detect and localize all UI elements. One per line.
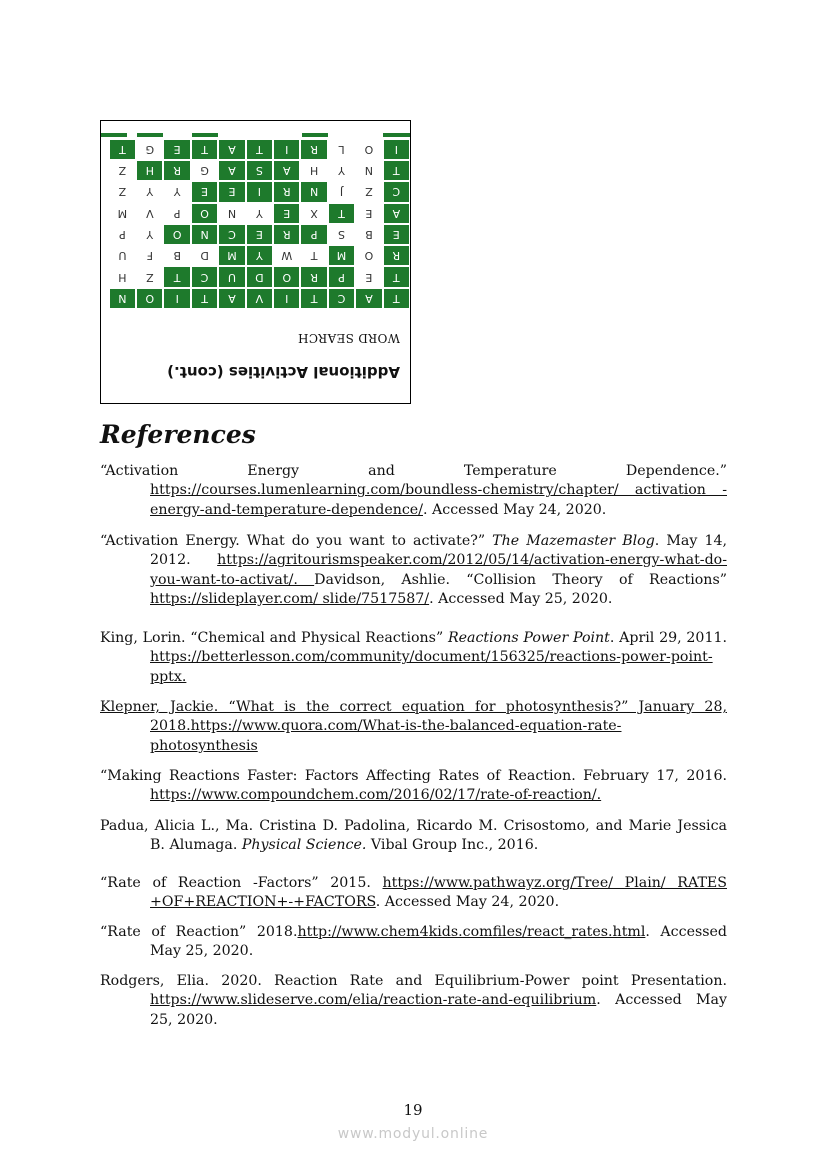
grid-letter: E	[273, 203, 300, 224]
grid-letter: B	[365, 227, 373, 241]
grid-letter: C	[218, 224, 245, 245]
reference-text: . Accessed May 25, 2020.	[150, 924, 727, 960]
grid-letter: O	[163, 224, 190, 245]
grid-letter: G	[145, 142, 155, 156]
references-heading: References	[100, 420, 256, 449]
grid-letter: O	[191, 203, 218, 224]
reference-text: “Activation Energy and Temperature Dependence.”	[100, 463, 727, 479]
grid-letter: Y	[146, 227, 154, 241]
reference-text: . Accessed May 25, 2020.	[150, 992, 727, 1028]
grid-letter: M	[328, 245, 355, 266]
grid-letter: E	[383, 224, 410, 245]
grid-letter: E	[246, 224, 273, 245]
grid-letter: E	[163, 139, 190, 160]
grid-letter: U	[118, 249, 127, 263]
grid-letter: Y	[246, 245, 273, 266]
grid-letter: E	[365, 270, 373, 284]
grid-letter: N	[227, 206, 237, 220]
grid-letter: T	[300, 288, 327, 309]
reference-text: . Accessed May 24, 2020.	[375, 894, 560, 911]
grid-letter: Z	[118, 185, 127, 199]
grid-letter: O	[273, 266, 300, 287]
grid-letter: R	[383, 245, 410, 266]
reference-entry	[100, 698, 727, 756]
reference-url[interactable]: https://courses.lumenlearning.com/boundless-chemistry/chapter/ activation -energy-and-temperature-dependence/	[150, 482, 727, 518]
grid-letter: D	[246, 266, 273, 287]
grid-letter: T	[246, 139, 273, 160]
reference-url[interactable]: https://www.pathwayz.org/Tree/ Plain/ RATES +OF+REACTION+-+FACTORS	[150, 875, 727, 911]
grid-letter: R	[163, 160, 190, 181]
reference-title: The Mazemaster Blog	[492, 533, 655, 549]
grid-letter: R	[300, 139, 327, 160]
word-search-answer-box	[100, 120, 411, 404]
reference-entry	[100, 532, 727, 610]
grid-underline-marks	[101, 132, 410, 137]
grid-letter: P	[300, 224, 327, 245]
grid-letter: I	[246, 181, 273, 202]
grid-letter: T	[191, 288, 218, 309]
reference-url[interactable]: https://betterlesson.com/community/document/156325/reactions-power-point-pptx.	[150, 649, 713, 685]
grid-letter: O	[364, 249, 374, 263]
grid-letter: C	[191, 266, 218, 287]
reference-entry	[100, 629, 727, 687]
grid-letter: Z	[118, 164, 127, 178]
reference-text: . May 14, 2012.	[150, 533, 728, 569]
reference-text: King, Lorin. “Chemical and Physical Reactions”	[100, 630, 448, 646]
grid-letter: X	[310, 206, 318, 220]
grid-letter: I	[273, 288, 300, 309]
reference-text: . Accessed May 24, 2020.	[423, 501, 607, 518]
grid-letter: O	[364, 142, 374, 156]
grid-letter: N	[300, 181, 327, 202]
word-search-grid	[109, 139, 410, 309]
grid-letter: E	[191, 181, 218, 202]
reference-title: Reactions Power Point	[447, 630, 610, 646]
reference-text: Padua, Alicia L., Ma. Cristina D. Padolina, Ricardo M. Crisostomo, and Marie Jessica B. Alumaga.	[100, 818, 727, 854]
grid-letter: D	[200, 249, 209, 263]
grid-letter: L	[338, 142, 345, 156]
reference-text: Davidson, Ashlie. “Collision Theory of Reactions”	[314, 571, 727, 588]
grid-letter: V	[246, 288, 273, 309]
reference-text: . Accessed May 25, 2020.	[429, 591, 613, 608]
grid-letter: A	[218, 288, 245, 309]
answer-box-rotated-content	[101, 121, 410, 403]
grid-letter: S	[338, 227, 346, 241]
reference-url[interactable]: Klepner, Jackie. “What is the correct equation for photosynthesis?” January 28, 2018.https://www.quora.com/What-is-the-balanced-equation-rate-photosynthesis	[100, 699, 727, 754]
grid-letter: R	[273, 181, 300, 202]
grid-letter: P	[119, 227, 126, 241]
grid-letter: V	[146, 206, 154, 220]
grid-letter: N	[191, 224, 218, 245]
grid-letter: B	[173, 249, 181, 263]
grid-letter: N	[109, 288, 136, 309]
grid-letter: R	[273, 224, 300, 245]
grid-letter: W	[281, 249, 293, 263]
grid-letter: G	[200, 164, 209, 178]
grid-letter: P	[328, 266, 355, 287]
grid-letter: A	[355, 288, 382, 309]
reference-text: “Making Reactions Faster: Factors Affecting Rates of Reaction. February 17, 2016.	[100, 768, 727, 784]
grid-letter: I	[383, 139, 410, 160]
grid-letter: S	[246, 160, 273, 181]
grid-letter: F	[146, 249, 153, 263]
reference-url[interactable]: https://agritourismspeaker.com/2012/05/14/activation-energy-what-do-you-want-to-activat/.	[150, 552, 727, 588]
grid-letter: T	[310, 249, 318, 263]
reference-entry	[100, 972, 727, 1030]
reference-text: “Rate of Reaction -Factors” 2015.	[100, 875, 383, 891]
reference-url[interactable]: https://slideplayer.com/ slide/7517587/	[150, 591, 430, 608]
reference-url[interactable]: http://www.chem4kids.comfiles/react_rates.html	[297, 924, 646, 940]
grid-letter: Y	[146, 185, 154, 199]
reference-text: . April 29, 2011.	[609, 630, 728, 646]
site-watermark: www.modyul.online	[337, 1126, 489, 1142]
grid-letter: T	[383, 266, 410, 287]
grid-letter: A	[273, 160, 300, 181]
grid-letter: A	[218, 160, 245, 181]
page-number: 19	[403, 1101, 423, 1119]
grid-letter: P	[173, 206, 181, 220]
grid-letter: I	[163, 288, 190, 309]
grid-letter: J	[339, 185, 344, 199]
grid-letter: H	[118, 270, 127, 284]
grid-letter: T	[109, 139, 136, 160]
word-search-label: WORD SEARCH	[297, 331, 400, 345]
reference-entry	[100, 462, 727, 520]
grid-letter: E	[365, 206, 373, 220]
grid-letter: Z	[146, 270, 154, 284]
grid-letter: A	[218, 139, 245, 160]
reference-text: “Activation Energy. What do you want to activate?”	[100, 533, 493, 549]
grid-letter: M	[218, 245, 245, 266]
grid-letter: C	[328, 288, 355, 309]
grid-letter: E	[218, 181, 245, 202]
grid-letter: N	[364, 164, 374, 178]
grid-letter: H	[136, 160, 163, 181]
reference-url[interactable]: https://www.compoundchem.com/2016/02/17/rate-of-reaction/.	[150, 787, 602, 804]
grid-letter: T	[328, 203, 355, 224]
grid-letter: T	[383, 160, 410, 181]
grid-letter: U	[218, 266, 245, 287]
reference-entry	[100, 817, 727, 856]
grid-letter: A	[383, 203, 410, 224]
grid-letter: O	[136, 288, 163, 309]
grid-letter: H	[310, 164, 319, 178]
grid-letter: Y	[338, 164, 345, 178]
reference-entry	[100, 874, 727, 913]
reference-title: Physical Science.	[241, 837, 367, 854]
grid-letter: Z	[365, 185, 373, 199]
grid-letter: Y	[173, 185, 181, 199]
reference-entry	[100, 767, 727, 806]
grid-letter: T	[163, 266, 190, 287]
grid-letter: Y	[255, 206, 263, 220]
grid-letter: T	[383, 288, 410, 309]
reference-url[interactable]: https://www.slideserve.com/elia/reaction-rate-and-equilibrium	[150, 992, 597, 1009]
reference-text: Rodgers, Elia. 2020. Reaction Rate and Equilibrium-Power point Presentation.	[100, 973, 727, 989]
reference-text: “Rate of Reaction” 2018.	[100, 924, 298, 940]
grid-letter: R	[300, 266, 327, 287]
grid-letter: M	[117, 206, 128, 220]
additional-activities-title: Additional Activities (cont.)	[167, 363, 400, 381]
grid-letter: C	[383, 181, 410, 202]
reference-text: Vibal Group Inc., 2016.	[366, 837, 539, 854]
reference-entry	[100, 923, 727, 962]
grid-letter: I	[273, 139, 300, 160]
grid-letter: T	[191, 139, 218, 160]
